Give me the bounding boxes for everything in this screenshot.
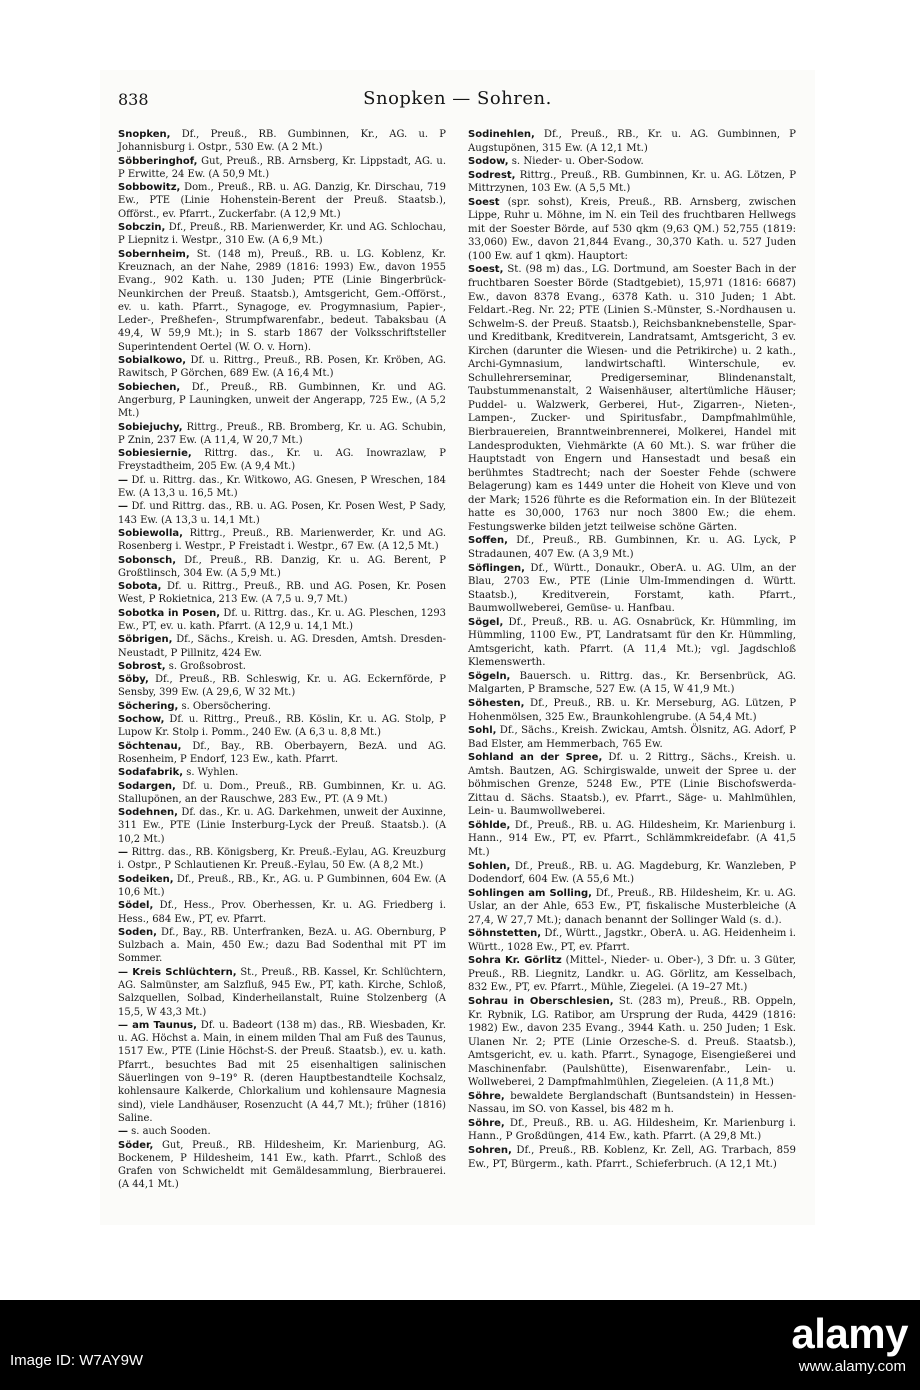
dictionary-entry xyxy=(118,554,446,581)
entry-headword: Sögel, xyxy=(468,616,504,628)
dictionary-entry xyxy=(118,660,446,673)
dictionary-entry xyxy=(118,1125,446,1138)
entry-text: Df. u. Rittrg., Preuß., RB. und AG. Posen, Kr. Posen West, P Rokietnica, 213 Ew. (A 7,5 u. 9,7 Mt.) xyxy=(118,581,446,606)
watermark-url: www.alamy.com xyxy=(798,1358,906,1375)
entry-headword: Söhlde, xyxy=(468,819,511,831)
entry-text: Bauersch. u. Rittrg. das., Kr. Bersenbrück, AG. Malgarten, P Bramsche, 527 Ew. (A 15, W 41,9 Mt.) xyxy=(468,670,796,696)
entry-headword: Söhre, xyxy=(468,1117,505,1129)
entry-text: Df., Württ., Jagstkr., OberA. u. AG. Heidenheim i. Württ., 1028 Ew., PT, ev. Pfarrt. xyxy=(468,928,797,953)
dictionary-entry xyxy=(118,1139,446,1192)
dictionary-entry xyxy=(118,181,446,221)
entry-text: Rittrg., Preuß., RB. Gumbinnen, Kr. u. AG. Lötzen, P Mittrzynen, 103 Ew. (A 5,5 Mt.) xyxy=(468,169,797,195)
dictionary-entry xyxy=(468,128,796,155)
entry-headword: Söchering, xyxy=(118,700,179,712)
entry-headword: Sobiechen, xyxy=(118,381,181,393)
entry-headword: Sobczin, xyxy=(118,222,166,234)
dictionary-entry xyxy=(118,700,446,713)
dictionary-entry xyxy=(118,806,446,846)
entry-headword: — xyxy=(118,847,128,859)
dictionary-entry xyxy=(468,616,796,670)
dictionary-entry xyxy=(118,926,446,966)
entry-text: Df., Preuß., RB. Danzig, Kr. u. AG. Berent, P Großtlinsch, 304 Ew. (A 5,9 Mt.) xyxy=(118,554,446,579)
entry-text: Df., Württ., Donaukr., OberA. u. AG. Ulm, an der Blau, 2703 Ew., PTE (Linie Ulm-Immendingen d. Württ. Staatsb.), Kreditverein, Forstamt, kath. Pfarrt., Baumwollweberei, Gemüse- u. Hanfbau. xyxy=(468,562,797,615)
entry-headword: Sodargen, xyxy=(118,780,176,792)
entry-headword: Sohlen, xyxy=(468,860,511,872)
dictionary-entry xyxy=(118,766,446,779)
dictionary-entry xyxy=(118,740,446,767)
entry-text: Df., Sächs., Kreish. u. AG. Dresden, Amtsh. Dresden-Neustadt, P Pillnitz, 424 Ew. xyxy=(118,634,446,659)
page-number: 838 xyxy=(118,90,149,109)
entry-headword: Soden, xyxy=(118,926,157,938)
dictionary-entry xyxy=(468,887,796,928)
entry-headword: Sobbowitz, xyxy=(118,182,181,194)
entry-text: Df., Hess., Prov. Oberhessen, Kr. u. AG. Friedberg i. Hess., 684 Ew., PT, ev. Pfarrt. xyxy=(118,900,446,925)
entry-headword: Sohlingen am Solling, xyxy=(468,887,592,899)
entry-headword: Soest xyxy=(468,196,500,208)
entry-headword: Sobrost, xyxy=(118,660,166,672)
entry-text: Df., Preuß., RB. u. AG. Hildesheim, Kr. Marienburg i. Hann., 914 Ew., PT, ev. Pfarrt., Schlämmkreidefabr. (A 41,5 Mt.) xyxy=(468,819,796,858)
entry-headword: Sohra Kr. Görlitz xyxy=(468,955,562,967)
dictionary-entry xyxy=(118,713,446,740)
entry-text: Df., Sächs., Kreish. Zwickau, Amtsh. Ölsnitz, AG. Adorf, P Bad Elster, am Hemmerbach, 765 Ew. xyxy=(468,725,797,750)
dictionary-entry xyxy=(118,1019,446,1125)
dictionary-entry xyxy=(118,447,446,474)
entry-text: bewaldete Berglandschaft (Buntsandstein) in Hessen-Nassau, im SO. von Kassel, bis 482 m h. xyxy=(468,1090,797,1116)
entry-text: Gut, Preuß., RB. Arnsberg, Kr. Lippstadt, AG. u. P Erwitte, 24 Ew. (A 50,9 Mt.) xyxy=(118,155,446,180)
dictionary-entry xyxy=(118,128,446,155)
watermark-logo: alamy xyxy=(791,1310,908,1357)
entry-text: St. (148 m), Preuß., RB. u. LG. Koblenz, Kr. Kreuznach, an der Nahe, 2989 (1816: 1993) Ew., davon 1955 Evang., 902 Kath. u. 130 Juden; PTE (Linie Bingerbrück-Neunkirchen der Preuß. Staatsb.), Amtsgericht, Gem.-Offörst., ev. u. kath. Pfarrt., Synagoge, ev. Progymnasium, Papier-, Leder-, Preßhefen-, Strumpfwarenfabr., bedeut. Tabaksbau (A 49,4, W 59,9 Mt.); in S. starb 1867 der Volksschriftsteller Superintendent Oertel (W. O. v. Horn). xyxy=(118,248,446,353)
entry-headword: Sohren, xyxy=(468,1145,512,1157)
entry-text: Rittrg. das., Kr. u. AG. Inowrazlaw, P Freystadtheim, 205 Ew. (A 9,4 Mt.) xyxy=(118,448,446,473)
dictionary-entry xyxy=(118,873,446,900)
entry-headword: Söhesten, xyxy=(468,697,525,709)
entry-headword: Sodow, xyxy=(468,156,509,168)
dictionary-entry xyxy=(118,846,446,873)
entry-text: St. (283 m), Preuß., RB. Oppeln, Kr. Rybnik, LG. Ratibor, am Ursprung der Ruda, 4429 (1816: 1982) Ew., davon 235 Evang., 3944 Kath. u. 250 Juden; 1 Esk. Ulanen Nr. 2; PTE (Linie Orzesche-S. d. Preuß. Staatsb.), Amtsgericht, ev. u. kath. Pfarrt., Synagoge, Eisengießerei und Maschinenfabr. (Paulshütte), Eisenwarenfabr., Lein- u. Wollweberei, 2 Dampfmahlmühlen, Ziegeleien. (A 11,8 Mt.) xyxy=(468,996,796,1089)
entry-text: Df., Preuß., RB. u. AG. Osnabrück, Kr. Hümmling, im Hümmling, 1100 Ew., PT, Landratsamt für den Kr. Hümmling, Amtsgericht, kath. Pfarrt. (A 11,4 Mt.); vgl. Jagdschloß Klemenswerth. xyxy=(468,616,796,669)
dictionary-entry xyxy=(468,562,796,616)
entry-text: Df., Preuß., RB. u. AG. Hildesheim, Kr. Marienburg i. Hann., P Großdüngen, 414 Ew., kath. Pfarrt. (A 29,8 Mt.) xyxy=(468,1117,797,1143)
entry-text: (spr. sohst), Kreis, Preuß., RB. Arnsberg, zwischen Lippe, Ruhr u. Möhne, im N. ein Teil des fruchtbaren Hellwegs mit der Soester Börde, auf 530 qkm (9,63 QM.) 52,755 (1819: 33,060) Ew., davon 21,844 Evang., 30,370 Kath. u. 527 Juden (100 Ew. auf 1 qkm). Hauptort: xyxy=(468,196,796,262)
dictionary-entry xyxy=(118,221,446,248)
dictionary-entry xyxy=(118,580,446,607)
entry-text: Df. u. Rittrg. das., Kr. Witkowo, AG. Gnesen, P Wreschen, 184 Ew. (A 13,3 u. 16,5 Mt.) xyxy=(118,474,446,500)
dictionary-entry xyxy=(118,527,446,554)
entry-text: s. Obersöchering. xyxy=(181,700,271,712)
entry-text: s. Wyhlen. xyxy=(186,767,239,779)
entry-text: Rittrg., Preuß., RB. Marienwerder, Kr. und AG. Rosenberg i. Westpr., P Freistadt i. Westpr., 67 Ew. (A 12,5 Mt.) xyxy=(118,527,446,553)
dictionary-entry xyxy=(118,899,446,926)
dictionary-entry xyxy=(118,421,446,448)
right-column xyxy=(468,128,796,1171)
dictionary-entry xyxy=(118,633,446,660)
entry-text: Df., Bay., RB. Unterfranken, BezA. u. AG. Obernburg, P Sulzbach a. Main, 450 Ew.; dazu Bad Sodenthal mit PT im Sommer. xyxy=(118,926,446,965)
dictionary-entry xyxy=(118,381,446,421)
dictionary-entry xyxy=(468,697,796,724)
entry-text: Df., Preuß., RB. Gumbinnen, Kr., AG. u. P Johannisburg i. Ostpr., 530 Ew. (A 2 Mt.) xyxy=(118,129,446,154)
entry-headword: Söhnstetten, xyxy=(468,928,542,940)
dictionary-entry xyxy=(468,724,796,751)
entry-headword: — xyxy=(118,474,128,486)
entry-headword: Sobiejuchy, xyxy=(118,421,183,433)
dictionary-entry xyxy=(468,751,796,819)
dictionary-entry xyxy=(468,169,796,196)
dictionary-entry xyxy=(468,1090,796,1117)
entry-headword: — am Taunus, xyxy=(118,1019,197,1031)
entry-text: Df., Preuß., RB., Kr. u. AG. Gumbinnen, P Augstupönen, 315 Ew. (A 12,1 Mt.) xyxy=(468,129,796,154)
watermark-image-id: Image ID: W7AY9W xyxy=(10,1352,144,1369)
dictionary-entry xyxy=(118,607,446,634)
entry-text: Df., Preuß., RB. Hildesheim, Kr. u. AG. Uslar, an der Ahle, 653 Ew., PT, fiskalische Musterbleiche (A 27,4, W 27,7 Mt.); danach benannt der Sollinger Wald (s. d.). xyxy=(468,887,796,926)
entry-text: Df. u. 2 Rittrg., Sächs., Kreish. u. Amtsh. Bautzen, AG. Schirgiswalde, unweit der Spree u. der böhmischen Grenze, 5248 Ew., PTE (Linie Bischofswerda-Zittau d. Sächs. Staatsb.), ev. Pfarrt., Säge- u. Mahlmühlen, Lein- u. Baumwollweberei. xyxy=(468,752,796,818)
entry-headword: Snopken, xyxy=(118,129,171,140)
entry-headword: Söbberinghof, xyxy=(118,155,198,167)
entry-headword: Sögeln, xyxy=(468,670,511,682)
dictionary-entry xyxy=(468,534,796,561)
entry-headword: Sobiewolla, xyxy=(118,527,183,539)
dictionary-entry xyxy=(468,196,796,264)
entry-text: Df., Preuß., RB. Marienwerder, Kr. und AG. Schlochau, P Liepnitz i. Westpr., 310 Ew. (A 6,9 Mt.) xyxy=(118,222,446,247)
entry-headword: Sobiesiernie, xyxy=(118,448,192,460)
entry-text: Df. u. Badeort (138 m) das., RB. Wiesbaden, Kr. u. AG. Höchst a. Main, in einem milden Thal am Fuß des Taunus, 1517 Ew., PTE (Linie Höchst-S. der Preuß. Staatsb.), ev. u. kath. Pfarrt., besuchtes Bad mit 25 eisenhaltigen salinischen Säuerlingen von 9–19° R. (deren Hauptbestandteile Kochsalz, kohlensaure Kalkerde, Chlorkalium und kohlensaure Magnesia sind), viele Landhäuser, Rosenzucht (A 44,7 Mt.); früher (1816) Saline. xyxy=(118,1019,446,1124)
dictionary-entry xyxy=(468,1144,796,1171)
dictionary-entry xyxy=(468,995,796,1090)
entry-headword: Söby, xyxy=(118,674,149,686)
entry-headword: — xyxy=(118,501,128,513)
dictionary-entry xyxy=(468,954,796,995)
entry-text: St., Preuß., RB. Kassel, Kr. Schlüchtern, AG. Salmünster, am Salzfluß, 945 Ew., PT, kath. Kirche, Schloß, Salzquellen, Solbad, Kinderheilanstalt, Ruine Stolzenberg (A 15,5, W 43,3 Mt.) xyxy=(118,966,446,1018)
dictionary-entry xyxy=(118,673,446,700)
left-column xyxy=(118,128,446,1192)
entry-text: Gut, Preuß., RB. Hildesheim, Kr. Marienburg, AG. Bockenem, P Hildesheim, 141 Ew., kath. Pfarrt., Schloß des Grafen von Schwicheldt mit Gemäldesammlung, Bierbrauerei. (A 44,1 Mt.) xyxy=(118,1139,446,1191)
entry-headword: Sodinehlen, xyxy=(468,129,535,140)
dictionary-entry xyxy=(468,1117,796,1144)
entry-headword: Soest, xyxy=(468,264,504,276)
dictionary-entry xyxy=(118,248,446,354)
entry-text: s. auch Sooden. xyxy=(131,1126,211,1138)
entry-text: St. (98 m) das., LG. Dortmund, am Soester Bach in der fruchtbaren Soester Börde (Stadtgebiet), 15,971 (1816: 6687) Ew., davon 8378 Evang., 6378 Kath. u. 310 Juden; 1 Abt. Feldart.-Reg. Nr. 22; PTE (Linien S.-Münster, S.-Nordhausen u. Schwelm-S. der Preuß. Staatsb.), Reichsbanknebenstelle, Spar- und Kreditbank, Kreditverein, Landratsamt, Amtsgericht, 3 ev. Kirchen (darunter die Wiesen- und die Petrikirche) u. 2 kath., Archi-Gymnasium, landwirtschaftl. Winterschule, ev. Schullehrerseminar, Predigerseminar, Blindenanstalt, Taubstummenanstalt, 2 Waisenhäuser, altertümliche Häuser; Puddel- u. Walzwerk, Gerberei, Hut-, Zigarren-, Nieten-, Lampen-, Zucker- und Spiritusfabr., Dampfmahlmühle, Bierbrauereien, Branntweinbrennerei, Molkerei, Handel mit Landesprodukten, Viehmärkte (A 60 Mt.). S. war früher die Hauptstadt von Engern und Hansestadt und besaß ein berühmtes Stadtrecht; nach der Soester Fehde (schwere Belagerung) kam es 1449 unter die Hoheit von Kleve und von der Mark; 1526 führte es die Reformation ein. In der Blütezeit hatte es 30,000, 1763 nur noch 3800 Ew.; die ehem. Festungswerke bilden jetzt teilweise schöne Gärten. xyxy=(468,264,797,533)
entry-headword: Söder, xyxy=(118,1139,154,1151)
entry-headword: Sobernheim, xyxy=(118,248,190,260)
entry-headword: Sodrest, xyxy=(468,169,516,181)
entry-headword: Sobialkowo, xyxy=(118,355,186,367)
dictionary-entry xyxy=(468,263,796,534)
entry-text: Df. u. Rittrg. das., Kr. u. AG. Pleschen, 1293 Ew., PT, ev. u. kath. Pfarrt. (A 12,9 u. 14,1 Mt.) xyxy=(118,607,446,632)
watermark-band xyxy=(0,1300,920,1390)
dictionary-entry xyxy=(118,780,446,807)
entry-headword: Söhre, xyxy=(468,1090,505,1102)
entry-headword: Söbrigen, xyxy=(118,634,173,646)
dictionary-entry xyxy=(118,155,446,182)
dictionary-entry xyxy=(468,670,796,697)
entry-headword: Soffen, xyxy=(468,535,508,547)
dictionary-entry xyxy=(118,474,446,501)
dictionary-entry xyxy=(468,927,796,954)
page-header xyxy=(118,88,797,116)
entry-headword: Sobonsch, xyxy=(118,554,177,566)
entry-text: Df., Preuß., RB. Gumbinnen, Kr. und AG. Angerburg, P Launingken, unweit der Angerapp, 725 Ew., (A 5,2 Mt.) xyxy=(118,381,446,420)
entry-text: s. Nieder- u. Ober-Sodow. xyxy=(511,156,644,168)
entry-text: Df., Preuß., RB. Gumbinnen, Kr. u. AG. Lyck, P Stradaunen, 407 Ew. (A 3,9 Mt.) xyxy=(468,535,796,560)
entry-headword: Sohrau in Oberschlesien, xyxy=(468,996,614,1007)
dictionary-entry xyxy=(468,819,796,860)
entry-text: Df. u. Rittrg., Preuß., RB. Köslin, Kr. u. AG. Stolp, P Lupow Kr. Stolp i. Pomm., 240 Ew. (A 6,3 u. 8,8 Mt.) xyxy=(118,714,446,739)
entry-headword: — xyxy=(118,1126,128,1138)
entry-headword: Sobotka in Posen, xyxy=(118,607,221,619)
entry-text: Dom., Preuß., RB. u. AG. Danzig, Kr. Dirschau, 719 Ew., PTE (Linie Hohenstein-Berent der Preuß. Staatsb.), Offörst., ev. Pfarrt., Zuckerfabr. (A 12,9 Mt.) xyxy=(118,182,446,220)
entry-headword: Söflingen, xyxy=(468,562,525,574)
entry-headword: Sodeiken, xyxy=(118,873,174,885)
entry-text: Rittrg. das., RB. Königsberg, Kr. Preuß.-Eylau, AG. Kreuzburg i. Ostpr., P Schlautienen Kr. Preuß.-Eylau, 50 Ew. (A 8,2 Mt.) xyxy=(118,847,446,872)
entry-text: s. Großsobrost. xyxy=(168,660,246,672)
entry-headword: Sodafabrik, xyxy=(118,767,184,779)
entry-headword: Södel, xyxy=(118,900,154,912)
entry-text: Df., Preuß., RB., Kr., AG. u. P Gumbinnen, 604 Ew. (A 10,6 Mt.) xyxy=(118,873,446,898)
dictionary-entry xyxy=(468,155,796,169)
entry-text: (Mittel-, Nieder- u. Ober-), 3 Dfr. u. 3 Güter, Preuß., RB. Liegnitz, Landkr. u. AG. Görlitz, am Kesselbach, 832 Ew., PT, ev. Pfarrt., Mühle, Ziegelei. (A 19–27 Mt.) xyxy=(468,955,797,994)
entry-headword: Sohl, xyxy=(468,725,497,737)
entry-text: Df., Bay., RB. Oberbayern, BezA. und AG. Rosenheim, P Endorf, 123 Ew., kath. Pfarrt. xyxy=(118,740,446,765)
entry-text: Df. u. Dom., Preuß., RB. Gumbinnen, Kr. u. AG. Stallupönen, an der Rauschwe, 283 Ew., PT. (A 9 Mt.) xyxy=(118,780,446,805)
entry-text: Df., Preuß., RB. u. Kr. Merseburg, AG. Lützen, P Hohenmölsen, 325 Ew., Braunkohlengrube. (A 54,4 Mt.) xyxy=(468,697,797,723)
dictionary-entry xyxy=(118,966,446,1019)
entry-text: Df. das., Kr. u. AG. Darkehmen, unweit der Auxinne, 311 Ew., PTE (Linie Insterburg-Lyck der Preuß. Staatsb.). (A 10,2 Mt.) xyxy=(118,807,446,845)
entry-text: Df., Preuß., RB. Koblenz, Kr. Zell, AG. Trarbach, 859 Ew., PT, Bürgerm., kath. Pfarrt., Schieferbruch. (A 12,1 Mt.) xyxy=(468,1145,796,1170)
entry-headword: — Kreis Schlüchtern, xyxy=(118,966,237,978)
dictionary-entry xyxy=(118,354,446,381)
entry-headword: Söchtenau, xyxy=(118,740,182,752)
entry-text: Df. u. Rittrg., Preuß., RB. Posen, Kr. Kröben, AG. Rawitsch, P Görchen, 689 Ew. (A 16,4 Mt.) xyxy=(118,355,446,380)
entry-text: Df., Preuß., RB. Schleswig, Kr. u. AG. Eckernförde, P Sensby, 399 Ew. (A 29,6, W 32 Mt.) xyxy=(118,674,446,699)
entry-headword: Sodehnen, xyxy=(118,807,178,819)
dictionary-entry xyxy=(118,500,446,527)
entry-text: Rittrg., Preuß., RB. Bromberg, Kr. u. AG. Schubin, P Znin, 237 Ew. (A 11,4, W 20,7 Mt.) xyxy=(118,421,446,446)
running-head: Snopken — Sohren. xyxy=(363,88,552,109)
entry-headword: Sohland an der Spree, xyxy=(468,752,603,764)
scanned-page xyxy=(100,70,815,1225)
entry-headword: Sochow, xyxy=(118,714,165,726)
entry-text: Df., Preuß., RB. u. AG. Magdeburg, Kr. Wanzleben, P Dodendorf, 604 Ew. (A 55,6 Mt.) xyxy=(468,860,796,886)
dictionary-entry xyxy=(468,860,796,887)
entry-headword: Sobota, xyxy=(118,581,162,593)
entry-text: Df. und Rittrg. das., RB. u. AG. Posen, Kr. Posen West, P Sady, 143 Ew. (A 13,3 u. 14,1 Mt.) xyxy=(118,501,446,526)
